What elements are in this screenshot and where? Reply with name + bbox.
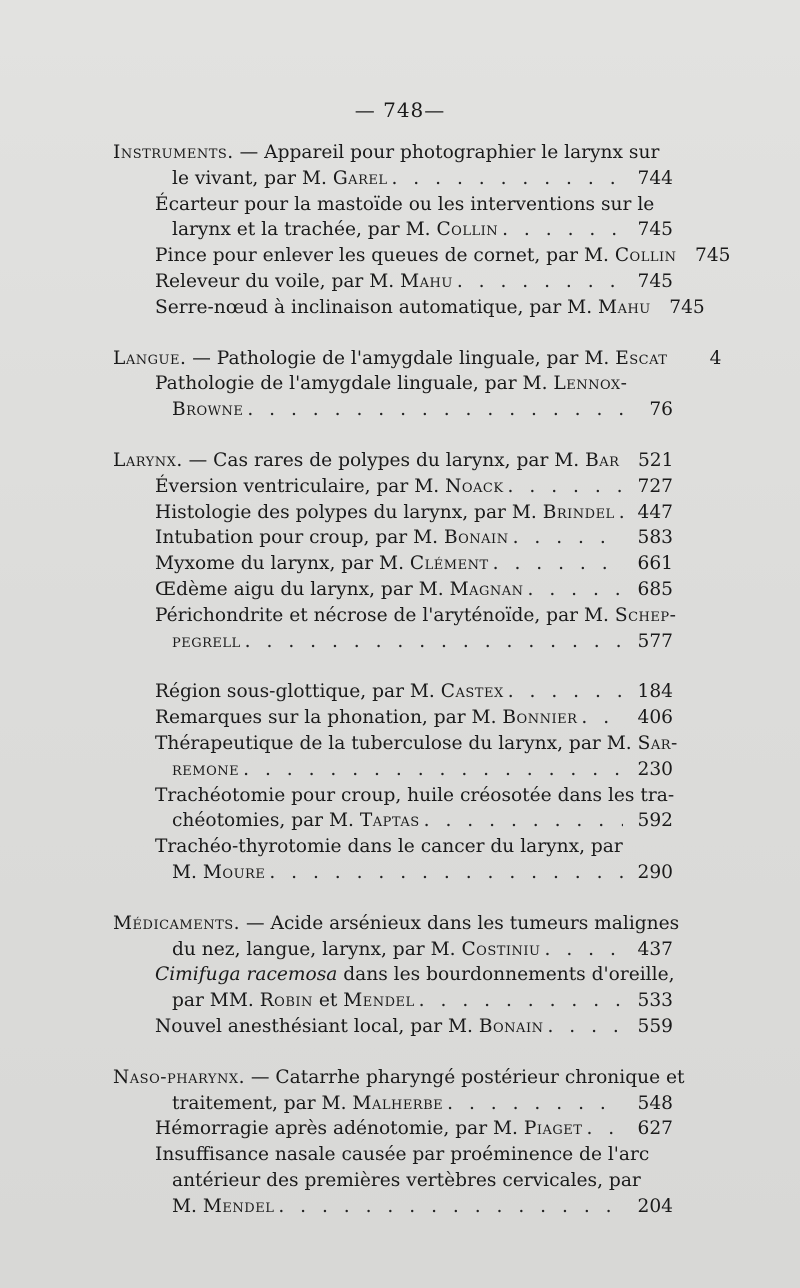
entry-text: Nouvel anesthésiant local, par M. Bonain [155, 1015, 544, 1037]
entry-line-with-page [113, 166, 673, 192]
index-entry [113, 1116, 673, 1142]
entry-text: Intubation pour croup, par M. Bonain [155, 527, 509, 549]
entry-line-with-page [113, 988, 673, 1014]
entry-page-number: 533 [637, 990, 673, 1012]
entry-page-number: 204 [637, 1195, 673, 1217]
leader-dots [247, 397, 623, 423]
entry-page-number: 727 [637, 475, 673, 497]
entry-text: Larynx. — Cas rares de polypes du larynx, par M. Bar [113, 449, 620, 471]
entry-line: Trachéotomie pour croup, huile créosotée dans les tra- [155, 784, 675, 806]
index-entry [113, 911, 680, 963]
entry-text: Browne [172, 399, 244, 421]
leader-dots [502, 217, 623, 243]
entry-line-with-page [113, 500, 673, 526]
entry-text: par MM. Robin et Mendel [172, 990, 415, 1012]
entry-line-with-page [113, 525, 673, 551]
entry-line-with-page [113, 808, 673, 834]
index-entry [113, 679, 673, 705]
entry-text: remone [172, 758, 240, 780]
entry-line: Écarteur pour la mastoïde ou les interventions sur le [155, 193, 655, 215]
entry-line: Cimifuga racemosa dans les bourdonnements d'oreille, [155, 964, 675, 986]
entry-line-with-page [113, 1014, 673, 1040]
entry-line: Pathologie de l'amygdale linguale, par M. Lennox- [155, 373, 628, 395]
entry-text: Pince pour enlever les queues de cornet, par M. Collin [155, 245, 677, 267]
section-heading: Larynx. [113, 449, 183, 471]
entry-line: Trachéo-thyrotomie dans le cancer du larynx, par [155, 836, 623, 858]
entry-text: Remarques sur la phonation, par M. Bonnier [155, 707, 578, 729]
leader-dots [547, 1014, 623, 1040]
index-entry [113, 783, 673, 835]
entry-line-with-page [113, 346, 722, 372]
leader-dots [391, 166, 623, 192]
entry-text: Œdème aigu du larynx, par M. Magnan [155, 578, 524, 600]
leader-dots [245, 629, 623, 655]
entry-page-number: 685 [637, 578, 673, 600]
entry-text: chéotomies, par M. Taptas [172, 810, 420, 832]
index-section [113, 448, 678, 886]
entry-text: Histologie des polypes du larynx, par M. Brindel [155, 501, 615, 523]
section-heading: Langue. [113, 347, 187, 369]
leader-dots [545, 937, 623, 963]
entry-line: Naso-pharynx. — Catarrhe pharyngé postérieur chronique et [113, 1066, 685, 1088]
entry-text: pegrell [172, 630, 241, 652]
entry-text: Serre-nœud à inclinaison automatique, par M. Mahu [155, 296, 651, 318]
index-entry [113, 346, 722, 372]
entry-page-number: 437 [637, 938, 673, 960]
entry-line-with-page [113, 448, 673, 474]
entry-text: Langue. — Pathologie de l'amygdale linguale, par M. Escat [113, 347, 668, 369]
index-entry [113, 962, 673, 1014]
leader-dots [493, 551, 623, 577]
entry-line-with-page [113, 217, 673, 243]
index-entry [113, 474, 673, 500]
entry-page-number: 406 [637, 707, 673, 729]
section-heading: Instruments. [113, 142, 234, 163]
index-entry [113, 577, 673, 603]
section-heading: Naso-pharynx. [113, 1066, 245, 1088]
leader-dots [243, 757, 623, 783]
entry-page-number: 447 [637, 501, 673, 523]
index-entry [113, 371, 673, 423]
index-entry [113, 731, 678, 783]
entry-line-with-page [113, 679, 673, 705]
entry-line: Insuffisance nasale causée par proéminence de l'arc [155, 1144, 650, 1166]
entry-text: M. Mendel [172, 1195, 275, 1217]
entry-page-number: 745 [637, 270, 673, 292]
leader-dots [278, 1194, 623, 1220]
index-entry [113, 705, 673, 731]
index-entry [113, 603, 677, 655]
leader-dots [508, 474, 623, 500]
entry-page-number: 521 [637, 449, 674, 471]
leader-dots [419, 988, 623, 1014]
entry-line-with-page [113, 243, 731, 269]
leader-dots [447, 1091, 623, 1117]
entry-line-with-page [113, 1091, 673, 1117]
index-section [113, 346, 722, 423]
index-entry [113, 1065, 685, 1117]
entry-line-with-page [113, 577, 673, 603]
entry-line-with-page [113, 474, 673, 500]
entry-page-number: 230 [637, 758, 673, 780]
index-entry [113, 1142, 673, 1219]
leader-dots [513, 525, 623, 551]
leader-dots [528, 577, 623, 603]
entry-page-number: 745 [669, 296, 705, 318]
leader-dots [508, 679, 623, 705]
leader-dots [581, 705, 623, 731]
entry-page-number: 184 [637, 681, 673, 703]
index-entry [113, 551, 673, 577]
entry-line: Instruments. — Appareil pour photographier le larynx sur [113, 142, 660, 163]
entry-page-number: 661 [637, 553, 673, 575]
index-section [113, 911, 680, 1040]
entry-page-number: 577 [637, 630, 673, 652]
entry-text: Éversion ventriculaire, par M. Noack [155, 475, 504, 497]
index-entry [113, 243, 731, 269]
leader-dots [424, 808, 623, 834]
entry-line: Médicaments. — Acide arsénieux dans les tumeurs malignes [113, 912, 680, 934]
entry-page-number: 583 [637, 527, 673, 549]
entry-page-number: 592 [637, 810, 673, 832]
entry-page-number: 745 [695, 245, 731, 267]
entry-text: Région sous-glottique, par M. Castex [155, 681, 504, 703]
leader-dots [586, 1116, 623, 1142]
leader-dots [457, 269, 623, 295]
leader-dots [269, 860, 623, 886]
index-entry [113, 295, 705, 321]
entry-page-number: 4 [709, 347, 722, 369]
entry-line-with-page [113, 705, 673, 731]
entry-page-number: 548 [637, 1092, 673, 1114]
entry-text: le vivant, par M. Garel [172, 167, 388, 189]
entry-text: Myxome du larynx, par M. Clément [155, 553, 489, 575]
index-entry [113, 525, 673, 551]
entry-page-number: 559 [637, 1015, 673, 1037]
entry-text: Releveur du voile, par M. Mahu [155, 270, 453, 292]
entry-line-with-page [113, 629, 673, 655]
index-entry [113, 1014, 673, 1040]
entry-line-with-page [113, 1194, 673, 1220]
entry-line: Thérapeutique de la tuberculose du larynx, par M. Sar- [155, 732, 678, 754]
page-number: — 748— [354, 98, 446, 122]
entry-line-with-page [113, 295, 705, 321]
index-content [113, 140, 731, 1244]
entry-text: larynx et la trachée, par M. Collin [172, 219, 499, 241]
entry-text: Hémorragie après adénotomie, par M. Piaget [155, 1118, 583, 1140]
entry-line-with-page [113, 269, 673, 295]
index-section [113, 140, 731, 321]
entry-line-with-page [113, 937, 673, 963]
entry-line-with-page [113, 1116, 673, 1142]
entry-page-number: 76 [649, 399, 673, 421]
entry-text: M. Moure [172, 861, 266, 883]
entry-line: Périchondrite et nécrose de l'aryténoïde, par M. Schep- [155, 604, 677, 626]
entry-line: antérieur des premières vertèbres cervicales, par [172, 1169, 641, 1191]
entry-line-with-page [113, 551, 673, 577]
entry-page-number: 627 [637, 1118, 673, 1140]
index-entry [113, 834, 673, 886]
index-entry [113, 140, 673, 192]
entry-line-with-page [113, 757, 673, 783]
entry-page-number: 745 [637, 219, 673, 241]
index-entry [113, 448, 673, 474]
entry-page-number: 744 [637, 167, 673, 189]
section-heading: Médicaments. [113, 912, 241, 934]
entry-text: du nez, langue, larynx, par M. Costiniu [172, 938, 541, 960]
index-entry [113, 269, 673, 295]
index-entry [113, 500, 673, 526]
entry-line-with-page [113, 860, 673, 886]
entry-line-with-page [113, 397, 673, 423]
leader-dots [619, 500, 623, 526]
index-section [113, 1065, 685, 1220]
entry-text: traitement, par M. Malherbe [172, 1092, 444, 1114]
entry-page-number: 290 [637, 861, 673, 883]
index-entry [113, 192, 673, 244]
